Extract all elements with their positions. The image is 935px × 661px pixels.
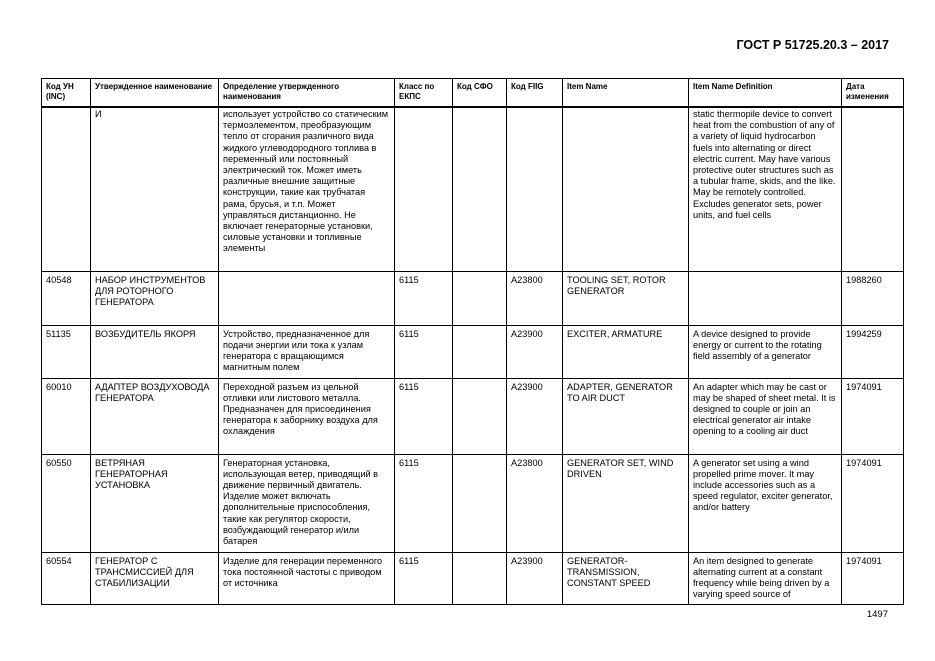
table-row [42,107,904,271]
cell-definition: Устройство, предназначенное для подачи энергии или тока к узлам генератора с вращающимся магнитным полем [219,325,395,378]
cell-approved-name: ВОЗБУДИТЕЛЬ ЯКОРЯ [91,325,219,378]
cell-sfo-code [453,325,507,378]
cell-sfo-code [453,552,507,604]
cell-definition: использует устройство со статическим термоэлементом, преобразующим тепло от сгорания различного вида жидкого углеводородного топлива в переменный или постоянный электрический ток. Может иметь различные внешние защитные конструкции, такие как трубчатая рама, брусья, и т.п. Может управляться дистанционно. Не включает генераторные установки, силовые установки и топливные элементы [219,107,395,271]
cell-change-date: 1994259 [842,325,904,378]
document-header: ГОСТ Р 51725.20.3 – 2017 [736,38,889,52]
column-header-change-date: Дата изменения [842,79,904,108]
table-row [42,552,904,604]
cell-approved-name: И [91,107,219,271]
cell-change-date: 1974091 [842,552,904,604]
cell-fiig-code: A23900 [507,378,563,454]
column-header-ekps-class: Класс по ЕКПС [395,79,453,108]
cell-fiig-code: A23900 [507,325,563,378]
cell-fiig-code [507,107,563,271]
cell-sfo-code [453,107,507,271]
cell-definition: Переходной разъем из цельной отливки или листового металла. Предназначен для присоединения генератора к заборнику воздуха для охлаждения [219,378,395,454]
cell-change-date [842,107,904,271]
table-row [42,271,904,325]
column-header-definition: Определение утвержденного наименования [219,79,395,108]
cell-item-name: GENERATOR SET, WIND DRIVEN [563,454,689,552]
cell-ekps-class: 6115 [395,552,453,604]
catalog-table [41,78,904,605]
cell-inc [42,107,91,271]
cell-item-name-definition: A generator set using a wind propelled prime mover. It may include accessories such as a speed regulator, exciter generator, and/or battery [689,454,842,552]
cell-sfo-code [453,271,507,325]
cell-item-name-definition: An item designed to generate alternating current at a constant frequency while being driven by a varying speed source of [689,552,842,604]
cell-fiig-code: A23800 [507,271,563,325]
cell-inc: 60010 [42,378,91,454]
cell-item-name: ADAPTER, GENERATOR TO AIR DUCT [563,378,689,454]
cell-item-name [563,107,689,271]
cell-inc: 60550 [42,454,91,552]
cell-ekps-class [395,107,453,271]
cell-definition: Генераторная установка, использующая ветер, приводящий в движение первичный двигатель. Изделие может включать дополнительные приспособления, такие как регулятор скорости, возбуждающий генератор и/или батарея [219,454,395,552]
cell-sfo-code [453,378,507,454]
cell-change-date: 1974091 [842,454,904,552]
cell-change-date: 1974091 [842,378,904,454]
cell-approved-name: ГЕНЕРАТОР С ТРАНСМИССИЕЙ ДЛЯ СТАБИЛИЗАЦИИ [91,552,219,604]
table-row [42,454,904,552]
cell-definition [219,271,395,325]
cell-item-name-definition: static thermopile device to convert heat from the combustion of any of a variety of liquid hydrocarbon fuels into alternating or direct electric current. May have various protective outer structures such as a tubular frame, skids, and the like. May be remotely controlled. Excludes generator sets, power units, and fuel cells [689,107,842,271]
column-header-fiig-code: Код FIIG [507,79,563,108]
column-header-item-name-definition: Item Name Definition [689,79,842,108]
cell-fiig-code: A23800 [507,454,563,552]
cell-item-name-definition [689,271,842,325]
cell-inc: 40548 [42,271,91,325]
cell-approved-name: ВЕТРЯНАЯ ГЕНЕРАТОРНАЯ УСТАНОВКА [91,454,219,552]
cell-ekps-class: 6115 [395,271,453,325]
page-number: 1497 [866,609,888,620]
cell-approved-name: АДАПТЕР ВОЗДУХОВОДА ГЕНЕРАТОРА [91,378,219,454]
cell-item-name-definition: A device designed to provide energy or current to the rotating field assembly of a generator [689,325,842,378]
table-row [42,325,904,378]
cell-sfo-code [453,454,507,552]
cell-ekps-class: 6115 [395,378,453,454]
column-header-sfo-code: Код СФО [453,79,507,108]
column-header-item-name: Item Name [563,79,689,108]
cell-inc: 60554 [42,552,91,604]
column-header-inc: Код УН (INC) [42,79,91,108]
cell-fiig-code: A23900 [507,552,563,604]
cell-item-name: EXCITER, ARMATURE [563,325,689,378]
cell-item-name: TOOLING SET, ROTOR GENERATOR [563,271,689,325]
cell-ekps-class: 6115 [395,454,453,552]
table-row [42,378,904,454]
cell-inc: 51135 [42,325,91,378]
cell-item-name-definition: An adapter which may be cast or may be shaped of sheet metal. It is designed to couple or join an electrical generator air intake opening to a cooling air duct [689,378,842,454]
cell-item-name: GENERATOR-TRANSMISSION, CONSTANT SPEED [563,552,689,604]
cell-approved-name: НАБОР ИНСТРУМЕНТОВ ДЛЯ РОТОРНОГО ГЕНЕРАТОРА [91,271,219,325]
cell-ekps-class: 6115 [395,325,453,378]
cell-change-date: 1988260 [842,271,904,325]
table-header-row [42,79,904,108]
cell-definition: Изделие для генерации переменного тока постоянной частоты с приводом от источника [219,552,395,604]
column-header-approved-name: Утвержденное наименование [91,79,219,108]
